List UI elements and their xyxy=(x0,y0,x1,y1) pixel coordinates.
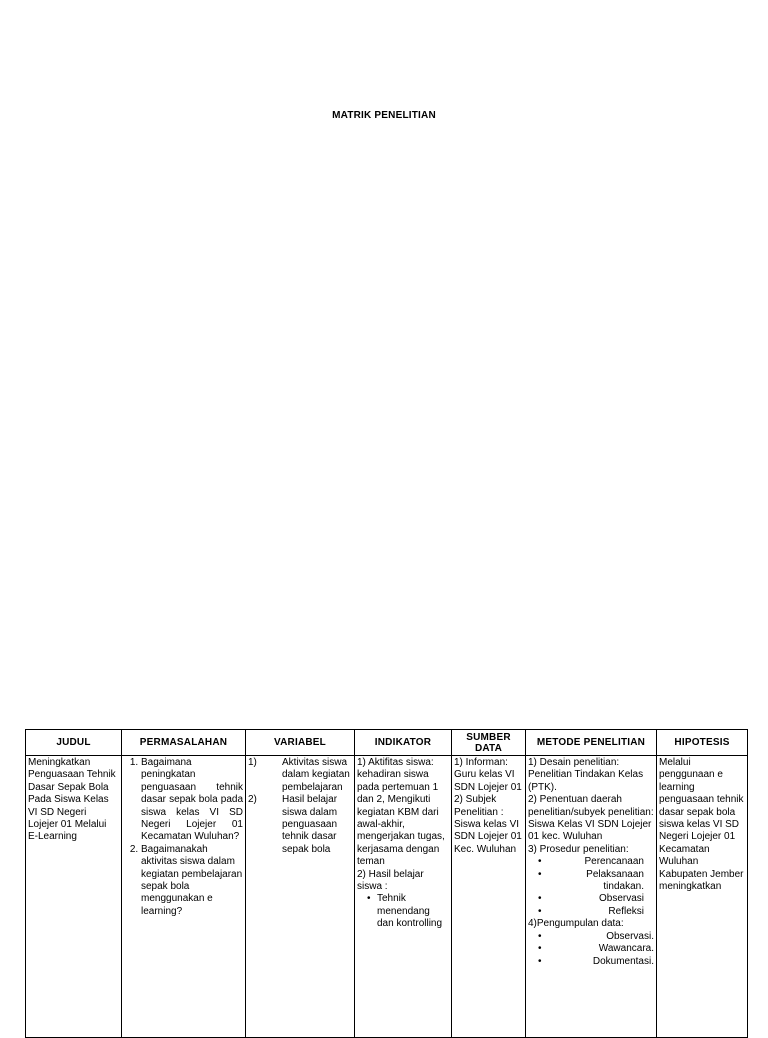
cell-hipotesis: Melalui penggunaan e learning penguasaan tehnik dasar sepak bola siswa kelas VI SD Negeri Lojejer 01 Kecamatan Wuluhan Kabupaten Jember meningkatkan xyxy=(657,756,748,1038)
pengumpulan-list xyxy=(528,931,654,968)
research-matrix-table xyxy=(25,729,748,1038)
list-item: • Observasi. xyxy=(528,931,654,943)
header-variabel: VARIABEL xyxy=(246,730,355,756)
list-item: • Perencanaan xyxy=(528,856,654,868)
metode-point-3: 3) Prosedur penelitian: xyxy=(528,843,629,855)
header-permasalahan: PERMASALAHAN xyxy=(122,730,246,756)
document-title: MATRIK PENELITIAN xyxy=(332,110,436,121)
list-item: • Refleksi xyxy=(528,906,654,918)
cell-variabel xyxy=(246,756,355,1038)
list-item xyxy=(248,794,352,856)
header-judul: JUDUL xyxy=(26,730,122,756)
list-item: 2. Bagaimanakah aktivitas siswa dalam kegiatan pembelajaran sepak bola menggunakan e learning? xyxy=(141,844,243,918)
indikator-point-2: 2) Hasil belajar siswa : xyxy=(357,868,424,893)
cell-indikator xyxy=(355,756,452,1038)
list-item: • Pelaksanaan tindakan. xyxy=(528,869,654,894)
permasalahan-list xyxy=(124,757,243,918)
header-sumber-data: SUMBER DATA xyxy=(452,730,526,756)
prosedur-list xyxy=(528,856,654,918)
metode-point-1: 1) Desain penelitian: Penelitian Tindakan Kelas (PTK). xyxy=(528,757,644,793)
list-item: • Observasi xyxy=(528,893,654,905)
list-item: • Wawancara. xyxy=(528,943,654,955)
list-marker: 2) xyxy=(248,794,257,806)
variabel-list xyxy=(248,757,352,856)
list-item xyxy=(248,757,352,794)
header-metode-penelitian: METODE PENELITIAN xyxy=(526,730,657,756)
list-marker: 1) xyxy=(248,757,257,768)
metode-point-4: 4)Pengumpulan data: xyxy=(528,918,624,930)
table-row xyxy=(26,756,748,1038)
cell-permasalahan xyxy=(122,756,246,1038)
list-item: • Dokumentasi. xyxy=(528,956,654,968)
header-hipotesis: HIPOTESIS xyxy=(657,730,748,756)
list-item: 1. Bagaimana peningkatan penguasaan tehnik dasar sepak bola pada siswa kelas VI SD Negeri Lojejer 01 Kecamatan Wuluhan? xyxy=(141,757,243,844)
sumber-point-2: 2) Subjek Penelitian : Siswa kelas VI SDN Lojejer 01 Kec. Wuluhan xyxy=(454,794,522,855)
cell-judul: Meningkatkan Penguasaan Tehnik Dasar Sepak Bola Pada Siswa Kelas VI SD Negeri Lojejer 01 Melalui E-Learning xyxy=(26,756,122,1038)
metode-point-2: 2) Penentuan daerah penelitian/subyek penelitian: Siswa Kelas VI SDN Lojejer 01 kec. Wuluhan xyxy=(528,794,654,843)
cell-metode-penelitian xyxy=(526,756,657,1038)
indikator-point-1: 1) Aktifitas siswa: kehadiran siswa pada pertemuan 1 dan 2, Mengikuti kegiatan KBM dari awal-akhir, mengerjakan tugas, kerjasama dengan teman xyxy=(357,757,445,868)
indikator-bullet-list xyxy=(357,893,449,930)
list-text: Hasil belajar siswa dalam penguasaan tehnik dasar sepak bola xyxy=(282,794,338,855)
header-indikator: INDIKATOR xyxy=(355,730,452,756)
sumber-point-1: 1) Informan: Guru kelas VI SDN Lojejer 01 xyxy=(454,757,522,793)
header-row xyxy=(26,730,748,756)
cell-sumber-data xyxy=(452,756,526,1038)
list-text: Aktivitas siswa dalam kegiatan pembelajaran xyxy=(282,757,350,793)
list-item: • Tehnik menendang dan kontrolling xyxy=(357,893,449,930)
